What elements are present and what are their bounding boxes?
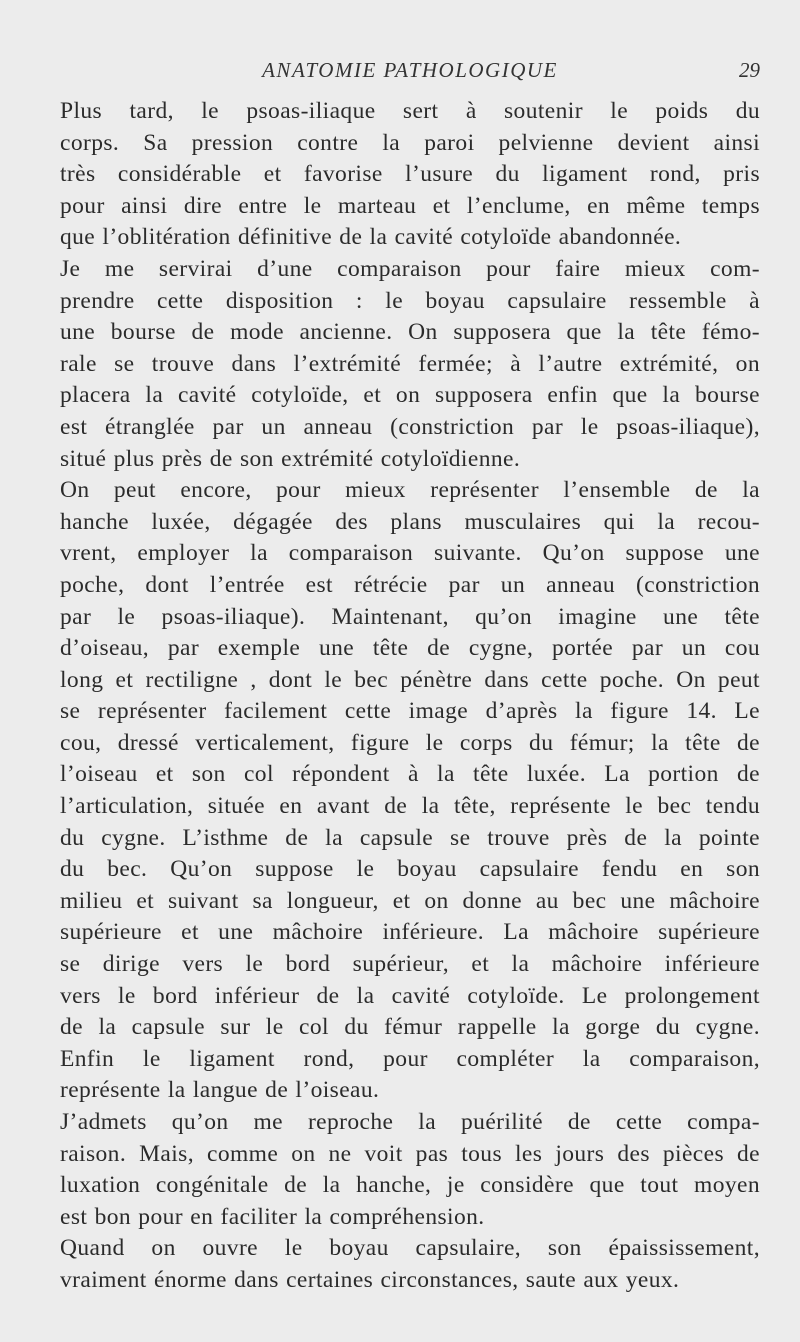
text-line: du bec. Qu’on suppose le boyau capsulaire fendu en son [60,856,760,883]
paragraph-5 [60,1233,760,1296]
text-line: par le psoas-iliaque). Maintenant, qu’on imagine une tête [60,603,760,630]
paragraph-4 [60,1107,760,1233]
text-line: supérieure et une mâchoire inférieure. La mâchoire supérieure [60,919,760,946]
text-line: d’oiseau, par exemple une tête de cygne, portée par un cou [60,635,760,662]
text-line: On peut encore, pour mieux représenter l’ensemble de la [60,477,760,504]
text-line: vers le bord inférieur de la cavité cotyloïde. Le prolongement [60,982,760,1009]
text-line: milieu et suivant sa longueur, et on donne au bec une mâchoire [60,887,760,914]
text-line: une bourse de mode ancienne. On supposera que la tête fémo- [60,319,760,346]
text-line: luxation congénitale de la hanche, je considère que tout moyen [60,1172,760,1199]
text-line: représente la langue de l’oiseau. [60,1077,380,1104]
text-line: pour ainsi dire entre le marteau et l’enclume, en même temps [60,192,760,219]
text-line: J’admets qu’on me reproche la puérilité de cette compa- [60,1109,760,1135]
running-title: ANATOMIE PATHOLOGIQUE [262,58,558,82]
page-number: 29 [739,58,760,82]
paragraph-1 [60,96,760,254]
text-line: Je me servirai d’une comparaison pour faire mieux com- [60,255,760,282]
text-line: se dirige vers le bord supérieur, et la mâchoire inférieure [60,951,760,978]
text-line: l’articulation, située en avant de la tête, représente le bec tendu [60,793,760,820]
text-line: hanche luxée, dégagée des plans musculaires qui la recou- [60,508,760,535]
text-line: placera la cavité cotyloïde, et on supposera enfin que la bourse [60,382,760,409]
text-line: de la capsule sur le col du fémur rappelle la gorge du cygne. [60,1014,760,1041]
text-line: cou, dressé verticalement, figure le corps du fémur; la tête de [60,729,760,756]
text-line: long et rectiligne , dont le bec pénètre dans cette poche. On peut [60,666,760,693]
text-line: corps. Sa pression contre la paroi pelvienne devient ainsi [60,129,760,156]
text-line: que l’oblitération définitive de la cavité cotyloïde abandonnée. [60,224,682,251]
text-line: vrent, employer la comparaison suivante. Qu’on suppose une [60,540,760,567]
text-line: rale se trouve dans l’extrémité fermée; à l’autre extrémité, on [60,350,760,377]
paragraph-2 [60,254,760,475]
text-line: très considérable et favorise l’usure du ligament rond, pris [60,161,760,188]
text-line: Plus tard, le psoas-iliaque sert à soutenir le poids du [60,98,760,124]
body-text [60,96,760,1297]
text-line: du cygne. L’isthme de la capsule se trouve près de la pointe [60,824,760,851]
text-line: Enfin le ligament rond, pour compléter la comparaison, [60,1045,760,1072]
running-head [60,58,760,88]
text-line: raison. Mais, comme on ne voit pas tous les jours des pièces de [60,1140,760,1167]
text-line: poche, dont l’entrée est rétrécie par un anneau (constriction [60,571,760,598]
text-line: vraiment énorme dans certaines circonstances, saute aux yeux. [60,1266,680,1293]
text-line: Quand on ouvre le boyau capsulaire, son épaississement, [60,1235,760,1262]
text-line: se représenter facilement cette image d’après la figure 14. Le [60,698,760,725]
text-line: l’oiseau et son col répondent à la tête luxée. La portion de [60,761,760,788]
paragraph-3 [60,475,760,1107]
text-line: est bon pour en faciliter la compréhension. [60,1203,485,1230]
text-line: situé plus près de son extrémité cotyloïdienne. [60,445,521,472]
text-line: prendre cette disposition : le boyau capsulaire ressemble à [60,287,760,314]
text-line: est étranglée par un anneau (constriction par le psoas-iliaque), [60,413,760,440]
